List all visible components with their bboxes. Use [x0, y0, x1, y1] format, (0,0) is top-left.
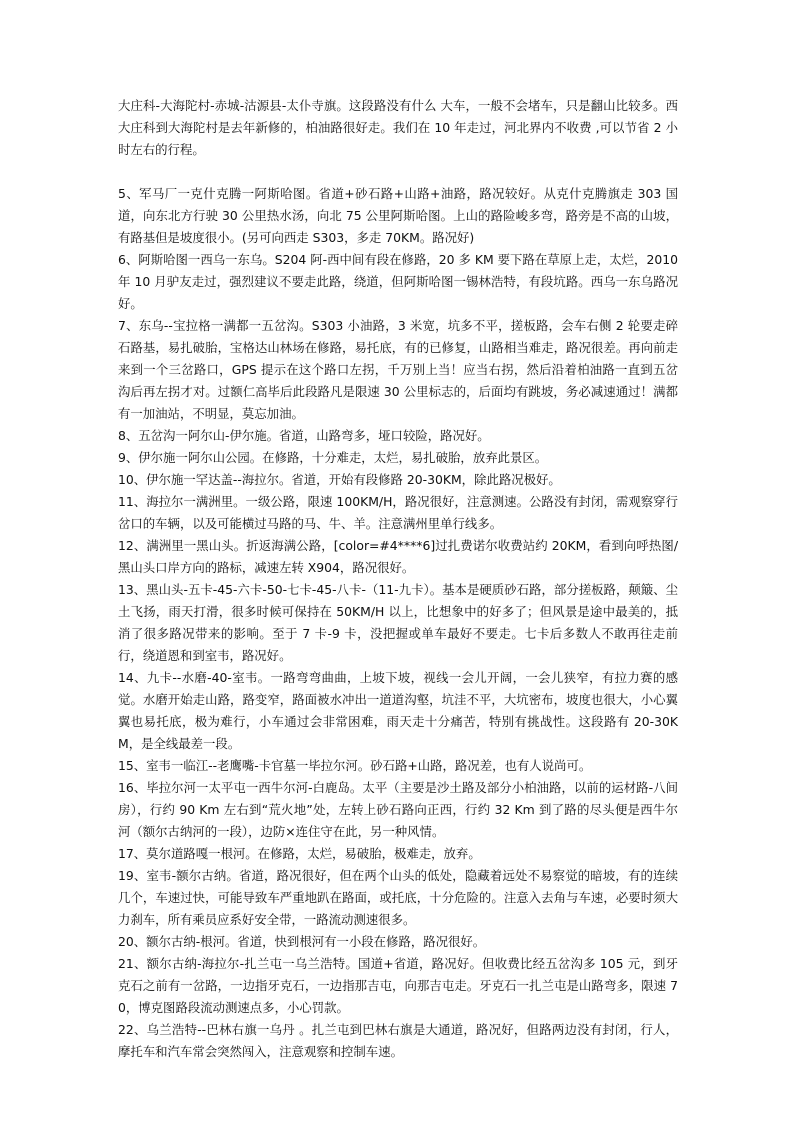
route-item-13: 13、黑山头-五卡-45-六卡-50-七卡-45-八卡-（11-九卡）。基本是硬质砂石路，部分搓板路，颠簸、尘土飞扬，雨天打滑，很多时候可保持在 50KM/H 以上，比想象中的好多了；但风景是途中最美的，抵消了很多路况带来的影响。至于 7 卡-9 卡，没把握或单车最好不要走。七卡后多数人不敢再往走前行，绕道恩和到室韦，路况好。 [118, 582, 678, 663]
route-item-11: 11、海拉尔一满洲里。一级公路，限速 100KM/H，路况很好，注意测速。公路没有封闭，需观察穿行岔口的车辆，以及可能横过马路的马、牛、羊。注意满州里单行线多。 [118, 494, 678, 531]
route-item-22: 22、乌兰浩特--巴林右旗一乌丹 。扎兰屯到巴林右旗是大通道，路况好，但路两边没有封闭，行人，摩托车和汽车常会突然闯入，注意观察和控制车速。 [118, 1022, 678, 1059]
route-item-17: 17、莫尔道路嘎一根河。在修路，太烂，易破胎，极难走，放弃。 [118, 846, 481, 861]
route-item-5: 5、军马厂一克什克腾一阿斯哈图。省道+砂石路+山路+油路，路况较好。从克什克腾旗走 303 国道，向东北方行驶 30 公里热水汤，向北 75 公里阿斯哈图。上山的路险峻多弯，路旁是不高的山坡，有路基但是坡度很小。(另可向西走 S303，多走 70KM。路况好) [118, 186, 678, 245]
route-item-12: 12、满洲里一黑山头。折返海满公路，[color=#4****6]过扎费诺尔收费站约 20KM，看到向呼热图/黑山头口岸方向的路标，减速左转 X904，路况很好。 [118, 538, 678, 575]
document-page [118, 95, 678, 1063]
route-item-14: 14、九卡--水磨-40-室韦。一路弯弯曲曲，上坡下坡，视线一会儿开阔，一会儿狭窄，有拉力赛的感觉。水磨开始走山路，路变窄，路面被水冲出一道道沟壑，坑洼不平，大坑密布，坡度也很大，小心翼翼也易托底，极为难行，小车通过会非常困难，雨天走十分痛苦，特别有挑战性。这段路有 20-30KM，是全线最差一段。 [118, 670, 678, 751]
route-item-7: 7、东乌--宝拉格一满都一五岔沟。S303 小油路，3 米宽，坑多不平，搓板路，会车右侧 2 轮要走碎石路基，易扎破胎，宝格达山林场在修路，易托底，有的已修复，山路相当难走，路况很差。再向前走来到一个三岔路口，GPS 提示在这个路口左拐，千万别上当！应当右拐，然后沿着柏油路一直到五岔沟后再左拐才对。过额仁高毕后此段路凡是限速 30 公里标志的，后面均有跳坡，务必减速通过！满都有一加油站，不明显，莫忘加油。 [118, 318, 678, 421]
route-item-21: 21、额尔古纳-海拉尔-扎兰屯一乌兰浩特。国道+省道，路况好。但收费比经五岔沟多 105 元，到牙克石之前有一岔路，一边指牙克石，一边指那吉屯，向那吉屯走。牙克石一扎兰屯是山路弯多，限速 70，博克图路段流动测速点多，小心罚款。 [118, 956, 678, 1015]
route-item-19: 19、室韦-额尔古纳。省道，路况很好，但在两个山头的低处，隐藏着远处不易察觉的暗坡，有的连续几个，车速过快，可能导致车严重地趴在路面，或托底，十分危险的。注意入去角与车速，必要时须大力刹车，所有乘员应系好安全带，一路流动测速很多。 [118, 868, 678, 927]
route-item-9: 9、伊尔施一阿尔山公园。在修路，十分难走，太烂，易扎破胎，放弃此景区。 [118, 450, 548, 465]
route-item-16: 16、毕拉尔河一太平屯一西牛尔河-白鹿岛。太平（主要是沙土路及部分小柏油路，以前的运材路-八间房），行约 90 Km 左右到“荒火地”处，左转上砂石路向正西，行约 32 Km 到了路的尽头便是西牛尔河（额尔古纳河的一段），边防×连住守在此，另一种风情。 [118, 780, 678, 839]
route-item-6: 6、阿斯哈图一西乌一东乌。S204 阿-西中间有段在修路，20 多 KM 要下路在草原上走，太烂，2010 年 10 月驴友走过，强烈建议不要走此路，绕道，但阿斯哈图一锡林浩特，有段坑路。西乌一东乌路况好。 [118, 252, 678, 311]
paragraph-gap [118, 161, 678, 183]
route-item-15: 15、室韦一临江--老鹰嘴-卡官墓一毕拉尔河。砂石路+山路，路况差，也有人说尚可。 [118, 758, 592, 773]
route-item-10: 10、伊尔施一罕达盖--海拉尔。省道，开始有段修路 20-30KM，除此路况极好。 [118, 472, 561, 487]
intro-paragraph: 大庄科-大海陀村-赤城-沽源县-太仆寺旗。这段路没有什么 大车，一般不会堵车，只是翻山比较多。西大庄科到大海陀村是去年新修的，柏油路很好走。我们在 10 年走过，河北界内不收费 ,可以节省 2 小时左右的行程。 [118, 98, 678, 157]
route-item-20: 20、额尔古纳-根河。省道，快到根河有一小段在修路，路况很好。 [118, 934, 486, 949]
route-item-8: 8、五岔沟一阿尔山-伊尔施。省道，山路弯多，垭口较险，路况好。 [118, 428, 490, 443]
